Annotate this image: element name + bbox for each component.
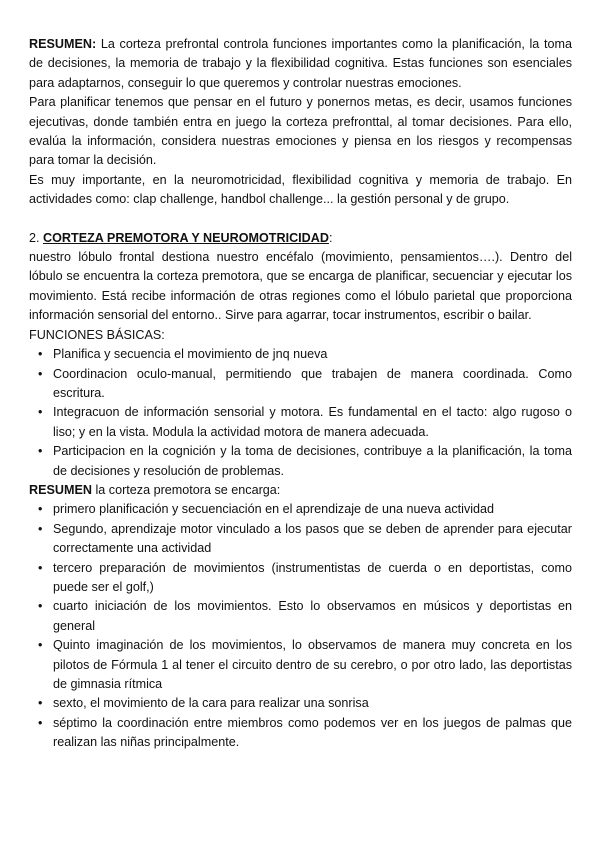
- section-intro: nuestro lóbulo frontal destiona nuestro encéfalo (movimiento, pensamientos….). Dentro del lóbulo se encuentra la corteza premotora, que se encarga de planificar, secuenciar y ejecutar los movimiento. Está recibe información de otras regiones como el lóbulo parietal que proporciona información sensorial del entorno.. Sirve para agarrar, tocar instrumentos, escribir o bailar.: [29, 250, 572, 323]
- bullet-icon: •: [38, 696, 43, 711]
- list-item: • sexto, el movimiento de la cara para realizar una sonrisa: [53, 694, 572, 713]
- section-heading: [29, 229, 572, 248]
- bullet-icon: •: [38, 444, 43, 459]
- list-item: • Participacion en la cognición y la toma de decisiones, contribuye a la planificación, la toma de decisiones y resolución de problemas.: [38, 444, 572, 478]
- list-item: • cuarto iniciación de los movimientos. Esto lo observamos en músicos y deportistas en general: [38, 599, 572, 633]
- list-item: • Quinto imaginación de los movimientos, lo observamos de manera muy concreta en los pilotos de Fórmula 1 al tener el circuito dentro de su cerebro, o por otro lado, las deportistas de gimnasia rítmica: [38, 638, 572, 691]
- neuromotricity-paragraph: Es muy importante, en la neuromotricidad, flexibilidad cognitiva y memoria de trabajo. En actividades como: clap challenge, handbol challenge... la gestión personal y de grupo.: [29, 172, 572, 207]
- bullet-icon: •: [38, 502, 43, 517]
- bullet-icon: •: [38, 405, 43, 420]
- summary-paragraph-1: [29, 35, 572, 93]
- list-item: • tercero preparación de movimientos (instrumentistas de cuerda o en deportistas, como puede ser el golf,): [38, 560, 572, 594]
- bullet-icon: •: [38, 560, 43, 575]
- summary-list: [29, 500, 572, 752]
- summary-label: RESUMEN:: [29, 37, 97, 51]
- planning-paragraph: Para planificar tenemos que pensar en el futuro y ponernos metas, es decir, usamos funciones ejecutivas, donde también entra en juego la corteza prefronttal, al tomar decisiones. Para ello, evalúa la información, considera nuestras emociones y piensa en los riesgos y recompensas para tomar la decisión.: [29, 95, 572, 168]
- bullet-icon: •: [38, 638, 43, 653]
- section-title: CORTEZA PREMOTORA Y NEUROMOTRICIDAD: [43, 230, 329, 245]
- bullet-icon: •: [38, 715, 43, 730]
- list-item: • séptimo la coordinación entre miembros como podemos ver en los juegos de palmas que realizan las niñas principalmente.: [38, 715, 572, 750]
- list-item: • Segundo, aprendizaje motor vinculado a los pasos que se deben de aprender para ejecutar correctamente una actividad: [38, 521, 572, 556]
- list-item: • primero planificación y secuenciación en el aprendizaje de una nueva actividad: [53, 500, 572, 519]
- document-page: [29, 35, 572, 753]
- functions-label: FUNCIONES BÁSICAS:: [29, 327, 165, 342]
- bullet-icon: •: [38, 347, 43, 362]
- list-item: • Coordinacion oculo-manual, permitiendo que trabajen de manera coordinada. Como escritura.: [38, 366, 572, 400]
- bullet-icon: •: [38, 521, 43, 536]
- bullet-icon: •: [38, 599, 43, 614]
- list-item: • Planifica y secuencia el movimiento de jnq nueva: [53, 345, 572, 364]
- summary-paragraph-2: [29, 481, 572, 500]
- summary-label-2: RESUMEN: [29, 482, 92, 497]
- section-colon: :: [328, 230, 333, 245]
- section-number: 2.: [29, 230, 44, 245]
- functions-list: [29, 345, 572, 481]
- bullet-icon: •: [38, 366, 43, 381]
- summary-text-2: la corteza premotora se encarga:: [91, 482, 281, 497]
- list-item: • Integracuon de información sensorial y motora. Es fundamental en el tacto: algo rugoso o liso; y en la vista. Modula la actividad motora de manera adecuada.: [38, 405, 572, 439]
- summary-text: La corteza prefrontal controla funciones importantes como la planificación, la toma de decisiones, la memoria de trabajo y la flexibilidad cognitiva. Estas funciones son esenciales para adaptarnos, conseguir lo que queremos y controlar nuestras emociones.: [29, 37, 572, 90]
